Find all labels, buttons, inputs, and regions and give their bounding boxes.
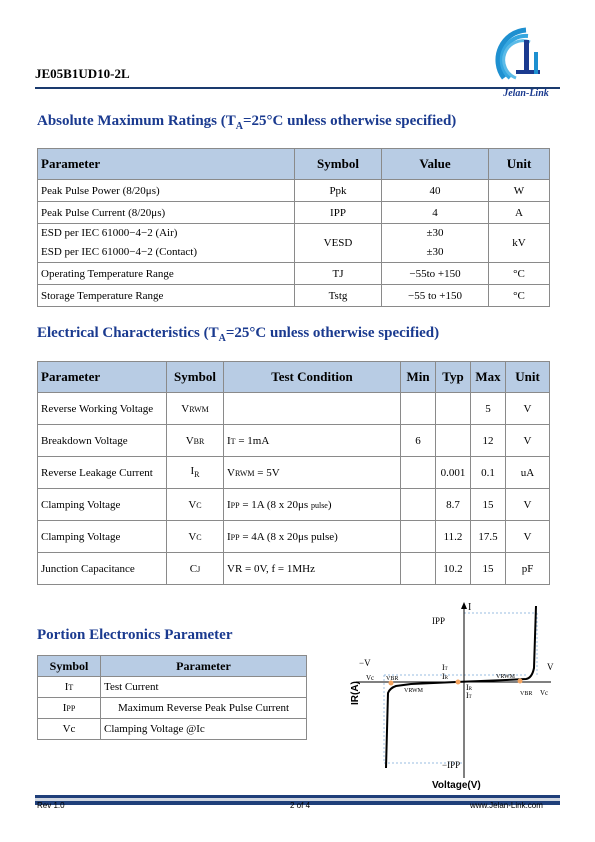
max-cell: 15 [471,553,506,585]
absolute-maximum-ratings-table [37,148,550,307]
param-line-contact: ESD per IEC 61000−4−2 (Contact) [41,246,197,258]
param-cell: Peak Pulse Power (8/20μs) [38,180,295,202]
x-axis-label: Voltage(V) [432,780,481,791]
table-row [38,677,307,698]
it-top-label: IT [442,663,448,672]
typ-cell [436,425,471,457]
param-cell: Peak Pulse Current (8/20μs) [38,202,295,224]
vbr-left-label: VBR [386,676,399,682]
header-symbol: Symbol [167,362,224,393]
value-cell: 40 [382,180,489,202]
condition-cell: VR = 0V, f = 1MHz [224,553,401,585]
param-cell: Clamping Voltage [38,521,167,553]
min-cell: 6 [401,425,436,457]
symbol-cell: VC [167,489,224,521]
min-cell [401,393,436,425]
header-rule [35,87,560,89]
table-row [38,457,550,489]
unit-cell: A [489,202,550,224]
header-typ: Typ [436,362,471,393]
symbol-cell: $I_R$ [167,457,224,489]
vc-left-label: Vc [366,674,375,682]
footer-page-number: 2 of 4 [290,801,311,810]
param-cell: Breakdown Voltage [38,425,167,457]
param-cell [38,224,295,263]
unit-cell: pF [506,553,550,585]
vrwm-left-label: VRWM [404,688,424,694]
param-cell: Clamping Voltage [38,489,167,521]
unit-cell: kV [489,224,550,263]
table-row [38,698,307,719]
footer-url: www.Jelan-Link.com [470,801,543,810]
table-header-row [38,656,307,677]
electrical-characteristics-table [37,361,550,585]
amr-section-title: Absolute Maximum Ratings ($T_A=25^\circ C$ unless otherwise specified) [37,113,457,132]
vrwm-right-label: VRWM [496,674,516,680]
header-value: Value [382,149,489,180]
header-symbol: Symbol [295,149,382,180]
symbol-cell: VESD [295,224,382,263]
param-cell: Junction Capacitance [38,553,167,585]
ipp-label: IPP [432,616,446,626]
condition-cell: IT = 1mA [224,425,401,457]
unit-cell: V [506,489,550,521]
value-cell: −55to +150 [382,263,489,285]
table-row [38,180,550,202]
min-cell [401,489,436,521]
table-row [38,489,550,521]
vbr-right-label: VBR [520,691,533,697]
symbol-cell: IPP [295,202,382,224]
value-contact: ±30 [426,246,444,258]
value-cell: −55 to +150 [382,285,489,307]
header-parameter: Parameter [38,362,167,393]
table-row [38,224,550,263]
unit-cell: V [506,425,550,457]
unit-cell: W [489,180,550,202]
param-cell: Operating Temperature Range [38,263,295,285]
symbol-cell: VC [167,521,224,553]
ec-section-title: Electrical Characteristics ($T_A=25^\circ C$ unless otherwise specified) [37,325,440,344]
symbol-cell: Tstg [295,285,382,307]
typ-cell [436,393,471,425]
condition-cell: IPP = 1A (8 x 20μs pulse) [224,489,401,521]
typ-cell: 8.7 [436,489,471,521]
symbol-cell: IT [38,677,101,698]
y-axis-arrow [461,602,467,609]
table-header-row [38,149,550,180]
table-row [38,285,550,307]
param-cell: Storage Temperature Range [38,285,295,307]
header-unit: Unit [489,149,550,180]
table-row [38,202,550,224]
param-cell: Clamping Voltage @Ic [101,719,307,740]
symbol-cell: Ppk [295,180,382,202]
symbol-cell: VRWM [167,393,224,425]
max-cell: 5 [471,393,506,425]
document-title: JE05B1UD10-2L [35,66,130,81]
condition-cell [224,393,401,425]
max-cell: 17.5 [471,521,506,553]
y-axis-label: IR(A) [350,681,361,705]
logo-text: Jelan-Link [503,88,549,99]
typ-cell: 11.2 [436,521,471,553]
header-parameter: Parameter [101,656,307,677]
value-cell: 4 [382,202,489,224]
portion-electronics-parameter-table [37,655,307,740]
table-row [38,393,550,425]
header-parameter: Parameter [38,149,295,180]
ir-top-label: IR [442,672,449,681]
neg-v-label: −V [359,658,371,668]
neg-ipp-label: −IPP [442,760,461,770]
unit-cell: V [506,393,550,425]
pos-v-label: V [547,662,554,672]
condition-cell: IPP = 4A (8 x 20μs pulse) [224,521,401,553]
max-cell: 0.1 [471,457,506,489]
max-cell: 15 [471,489,506,521]
jelan-link-logo [490,22,562,102]
param-cell: Reverse Leakage Current [38,457,167,489]
header-max: Max [471,362,506,393]
table-row [38,719,307,740]
symbol-cell: IPP [38,698,101,719]
pep-section-title: Portion Electronics Parameter [37,627,233,643]
header-unit: Unit [506,362,550,393]
unit-cell: °C [489,285,550,307]
table-row [38,553,550,585]
header-test-condition: Test Condition [224,362,401,393]
unit-cell: V [506,521,550,553]
table-header-row [38,362,550,393]
symbol-cell: VBR [167,425,224,457]
typ-cell: 0.001 [436,457,471,489]
table-row [38,263,550,285]
unit-cell: uA [506,457,550,489]
param-cell: Test Current [101,677,307,698]
min-cell [401,457,436,489]
unit-cell: °C [489,263,550,285]
param-cell: Reverse Working Voltage [38,393,167,425]
min-cell [401,521,436,553]
param-line-air: ESD per IEC 61000−4−2 (Air) [41,227,178,239]
table-row [38,425,550,457]
vc-right-label: Vc [540,689,549,697]
max-cell: 12 [471,425,506,457]
value-air: ±30 [426,227,444,239]
table-row [38,521,550,553]
header-min: Min [401,362,436,393]
min-cell [401,553,436,585]
it-bottom-label: IT [466,691,472,700]
symbol-cell: Vc [38,719,101,740]
iv-curve [386,606,536,768]
footer-revision: Rev 1.0 [37,801,65,810]
typ-cell: 10.2 [436,553,471,585]
symbol-cell: CJ [167,553,224,585]
value-cell [382,224,489,263]
header-symbol: Symbol [38,656,101,677]
iv-characteristic-diagram [336,598,558,794]
param-cell: Maximum Reverse Peak Pulse Current [101,698,307,719]
symbol-cell: TJ [295,263,382,285]
ir-bottom-label: IR [466,683,473,692]
condition-cell: VRWM = 5V [224,457,401,489]
top-i-label: I [468,602,472,613]
